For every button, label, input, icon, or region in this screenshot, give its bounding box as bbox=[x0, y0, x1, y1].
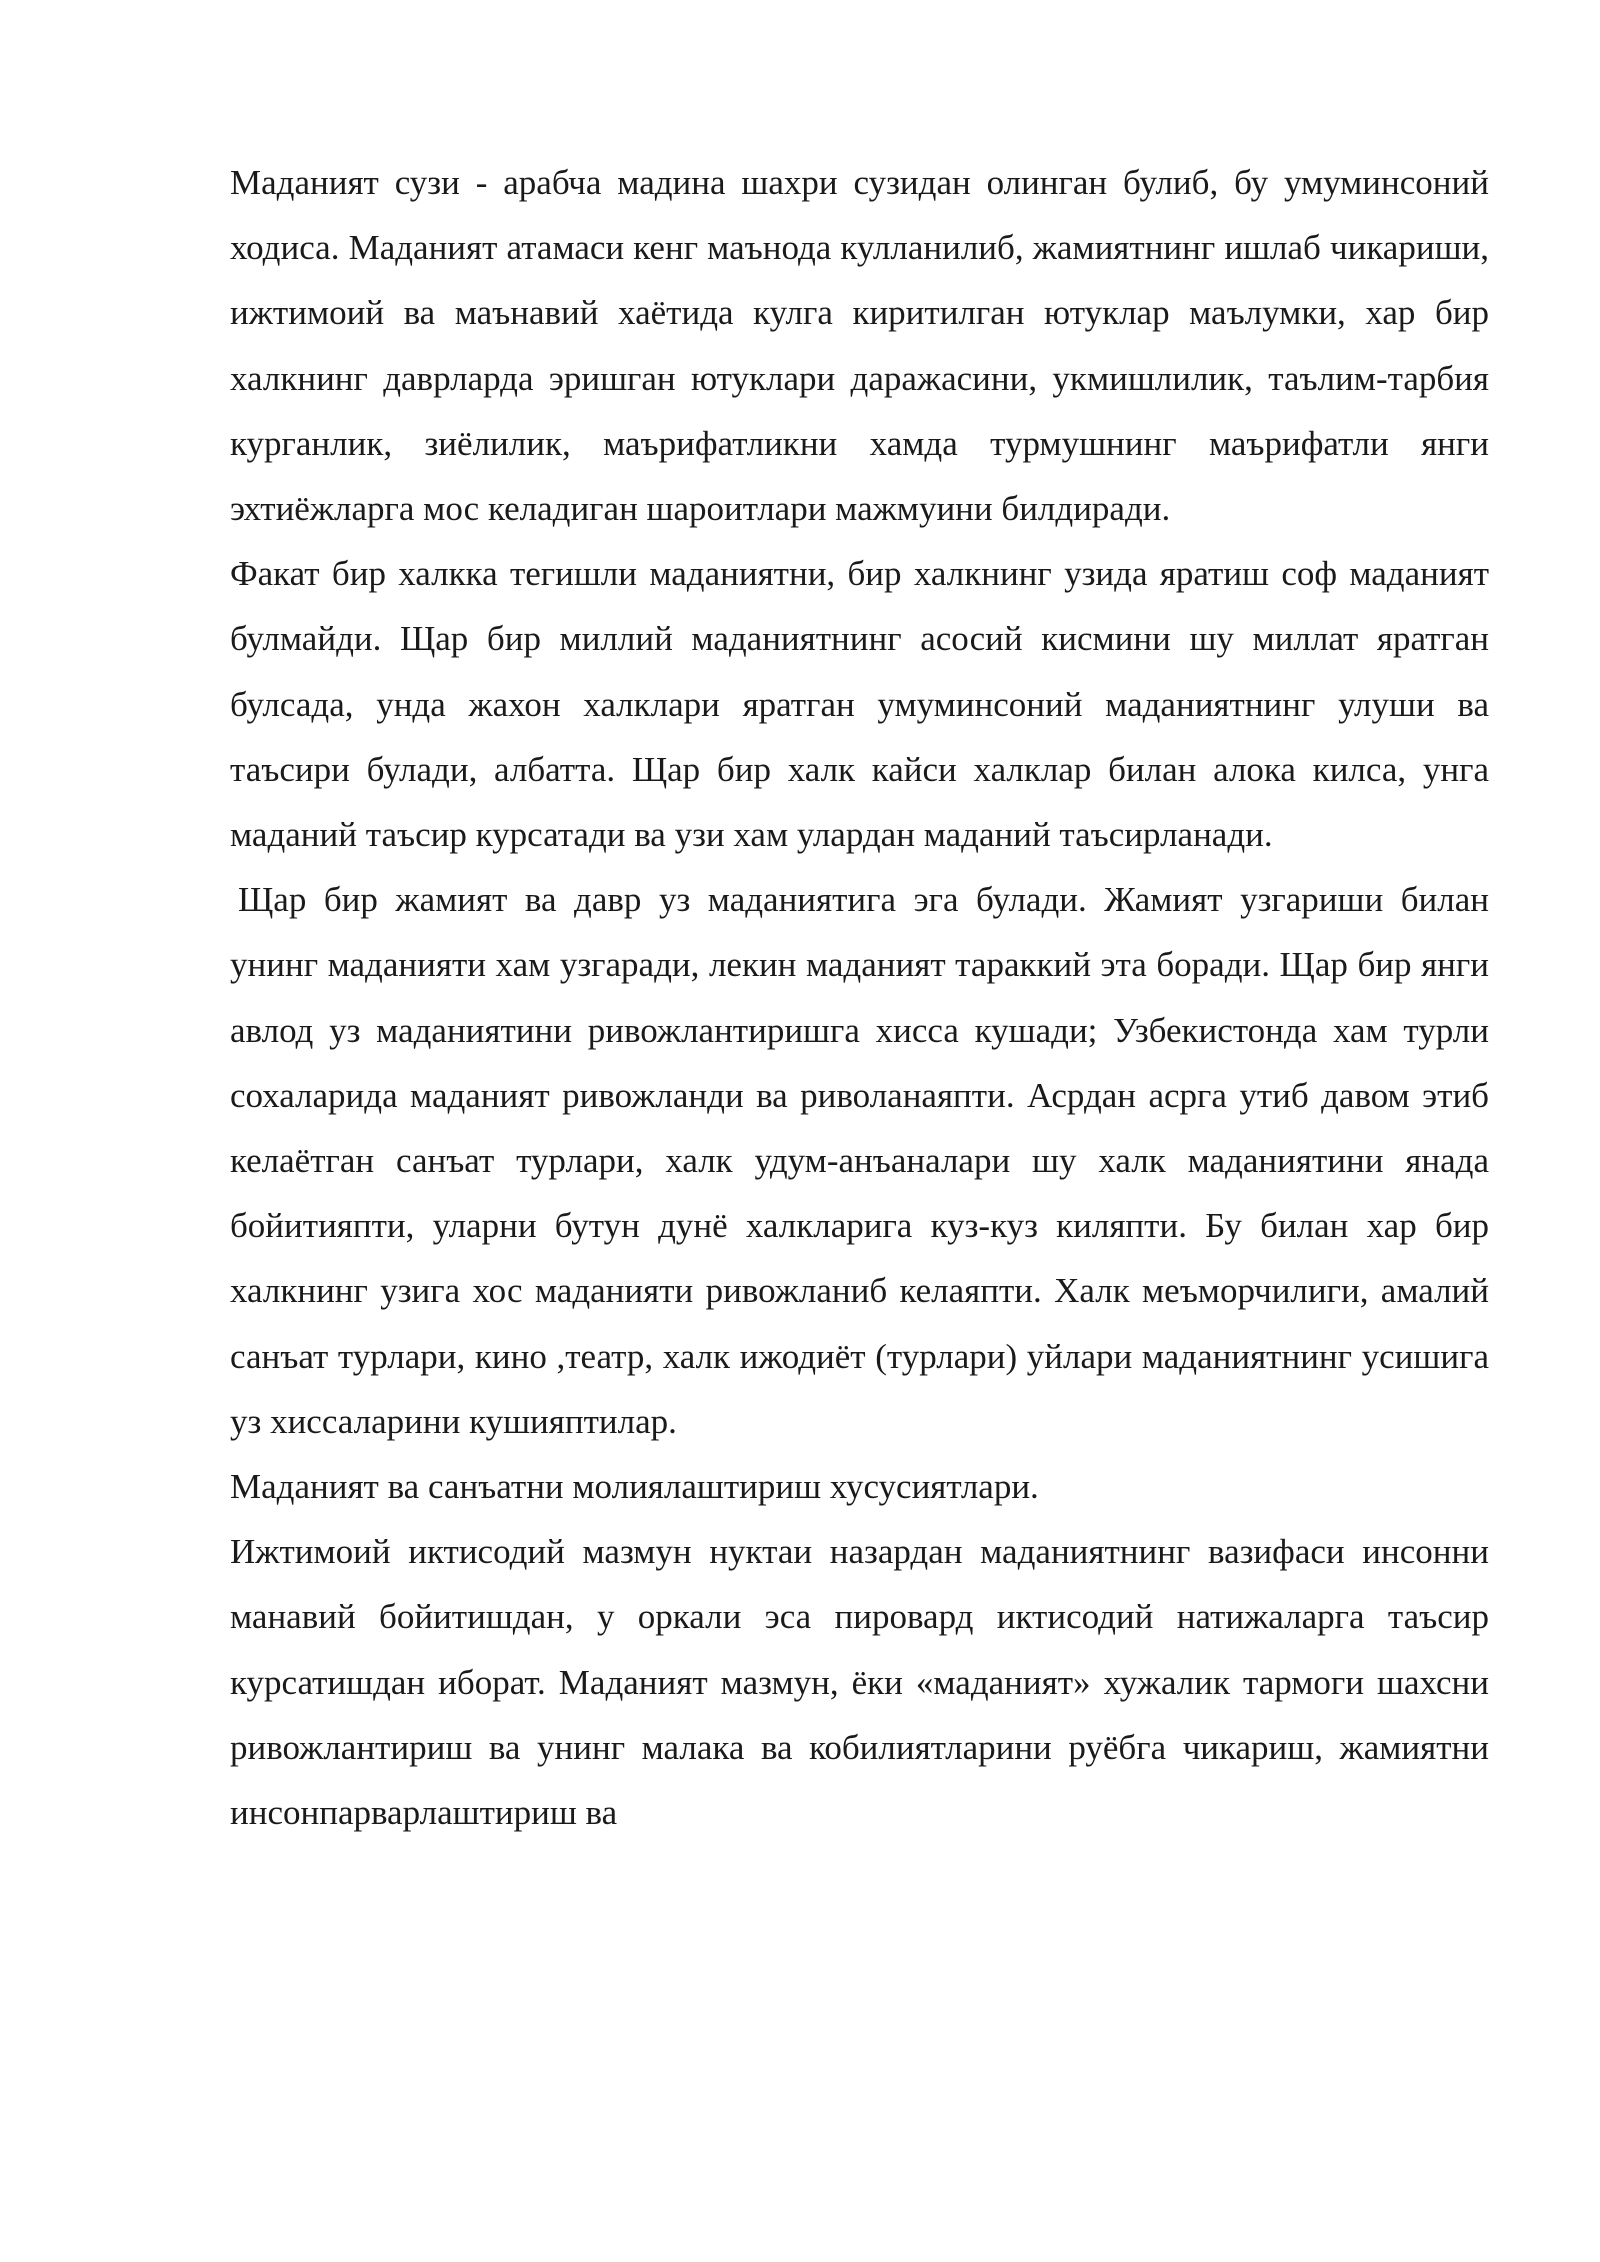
paragraph-society-and-culture: Щар бир жамият ва давр уз маданиятига эга булади. Жамият узгариши билан унинг маданияти хам узгаради, лекин маданият тараккий эта боради. Щар бир янги авлод уз маданиятини ривожлантиришга хисса кушади; Узбекистонда хам турли сохаларида маданият ривожланди ва риволанаяпти. Асрдан асрга утиб давом этиб келаётган санъат турлари, халк удум-анъаналари шу халк маданиятини янада бойитияпти, уларни бутун дунё халкларига куз-куз киляпти. Бу билан хар бир халкнинг узига хос маданияти ривожланиб келаяпти. Халк меъморчилиги, амалий санъат турлари, кино ,театр, халк ижодиёт (турлари) уйлари маданиятнинг усишига уз хиссаларини кушияптилар. bbox=[230, 880, 1489, 1441]
section-heading-financing: Маданият ва санъатни молиялаштириш хусусиятлари. bbox=[230, 1467, 1039, 1507]
paragraph-socio-economic: Ижтимоий иктисодий мазмун нуктаи назардан маданиятнинг вазифаси инсонни манавий бойитишдан, у оркали эса пировард иктисодий натижаларга таъсир курсатишдан иборат. Маданият мазмун, ёки «маданият» хужалик тармоги шахсни ривожлантириш ва унинг малака ва кобилиятларини руёбга чикариш, жамиятни инсонпарварлаштириш ва bbox=[230, 1532, 1489, 1833]
document-body bbox=[230, 150, 1489, 1845]
paragraph-culture-definition: Маданият сузи - арабча мадина шахри сузидан олинган булиб, бу умуминсоний ходиса. Маданият атамаси кенг маънода кулланилиб, жамиятнинг ишлаб чикариши, ижтимоий ва маънавий хаётида кулга киритилган ютуклар маълумки, хар бир халкнинг даврларда эришган ютуклари даражасини, укмишлилик, таълим-тарбия курганлик, зиёлилик, маърифатликни хамда турмушнинг маърифатли янги эхтиёжларга мос келадиган шароитлари мажмуини билдиради. bbox=[230, 163, 1489, 529]
paragraph-national-culture: Факат бир халкка тегишли маданиятни, бир халкнинг узида яратиш соф маданият булмайди. Щар бир миллий маданиятнинг асосий кисмини шу миллат яратган булсада, унда жахон халклари яратган умуминсоний маданиятнинг улуши ва таъсири булади, албатта. Щар бир халк кайси халклар билан алока килса, унга маданий таъсир курсатади ва узи хам улардан маданий таъсирланади. bbox=[230, 554, 1489, 855]
